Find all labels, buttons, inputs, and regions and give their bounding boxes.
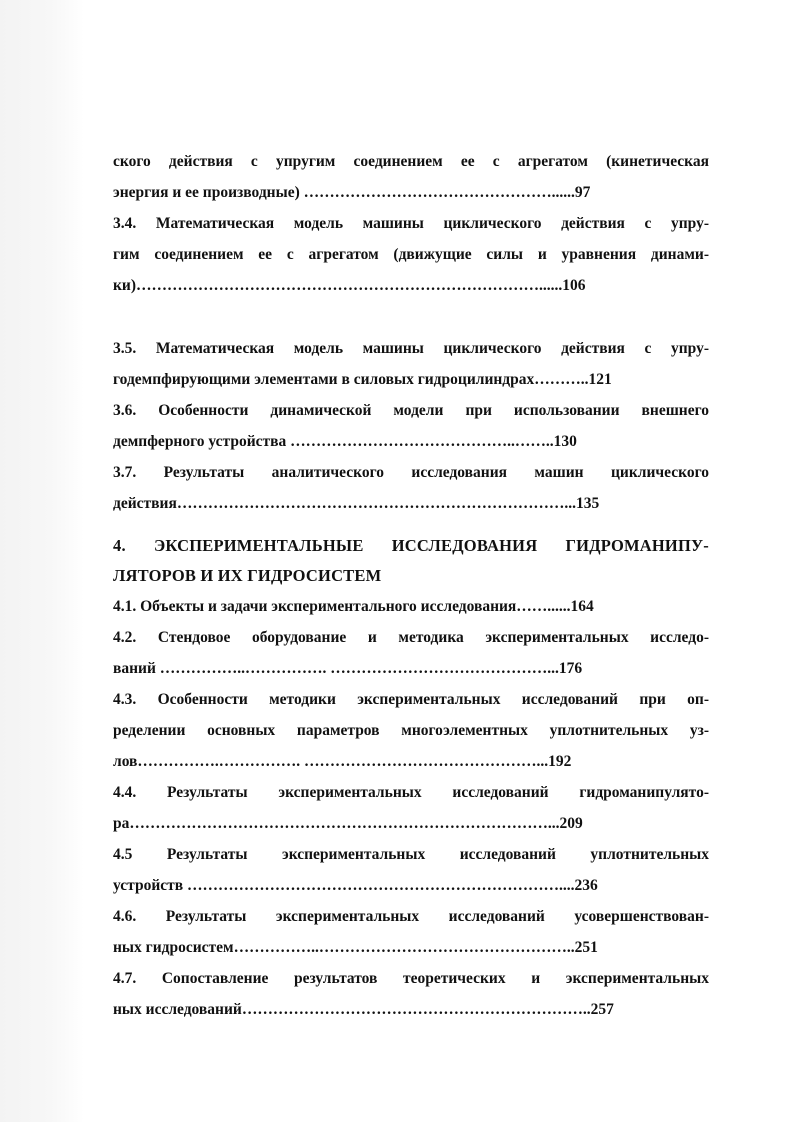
toc-group-4 [113, 591, 709, 1025]
toc-line: годемпфирующими элементами в силовых гидроцилиндрах………..121 [113, 371, 612, 388]
chapter-title-line: 4. ЭКСПЕРИМЕНТАЛЬНЫЕ ИССЛЕДОВАНИЯ ГИДРОМАНИПУ- [113, 536, 709, 555]
toc-line: ваний ……………..……………. ……………………………………...176 [113, 660, 583, 677]
spacer [113, 301, 709, 333]
toc-line: энергия и ее производные) …………………………………………......97 [113, 184, 591, 201]
table-of-contents [113, 146, 709, 1025]
toc-line: ных гидросистем……………..…………………………………………..251 [113, 939, 598, 956]
toc-line: устройств ………………………………………………………………....236 [113, 877, 598, 894]
toc-entry-4-2: 4.2. Стендовое оборудование и методика экспериментальных исследо- [113, 629, 709, 646]
toc-entry-4-1: 4.1. Объекты и задачи экспериментального исследования……......164 [113, 598, 594, 615]
toc-line: ных исследований…………………………………………………………..257 [113, 1001, 614, 1018]
toc-line: ра………………………………………………………………………...209 [113, 815, 583, 832]
toc-line: гим соединением ее с агрегатом (движущие силы и уравнения динами- [113, 246, 709, 263]
toc-line: ского действия с упругим соединением ее с агрегатом (кинетическая [113, 153, 709, 170]
toc-line: ки)……………………………………………………………………......106 [113, 277, 586, 294]
toc-entry-3-4: 3.4. Математическая модель машины циклического действия с упру- [113, 215, 709, 232]
toc-entry-3-7: 3.7. Результаты аналитического исследования машин циклического [113, 464, 709, 481]
spacer [113, 519, 709, 531]
toc-line: демпферного устройства ……………………………………..……..130 [113, 433, 577, 450]
toc-line: ределении основных параметров многоэлементных уплотнительных уз- [113, 722, 709, 739]
toc-line: действия…………………………………………………………………...135 [113, 495, 600, 512]
toc-line: лов…………….……………. ………………………………………...192 [113, 753, 572, 770]
chapter-title-line: ЛЯТОРОВ И ИХ ГИДРОСИСТЕМ [113, 566, 382, 585]
toc-entry-3-5: 3.5. Математическая модель машины циклического действия с упру- [113, 340, 709, 357]
toc-entry-4-4: 4.4. Результаты экспериментальных исследований гидроманипулято- [113, 784, 709, 801]
toc-entry-4-3: 4.3. Особенности методики экспериментальных исследований при оп- [113, 691, 709, 708]
toc-entry-4-7: 4.7. Сопоставление результатов теоретических и экспериментальных [113, 970, 709, 987]
toc-entry-4-5: 4.5 Результаты экспериментальных исследований уплотнительных [113, 846, 709, 863]
toc-group-3-3-continued [113, 146, 709, 301]
scan-shadow-edge [0, 0, 84, 1122]
toc-entry-4-6: 4.6. Результаты экспериментальных исследований усовершенствован- [113, 908, 709, 925]
chapter-4-title [113, 531, 709, 591]
toc-group-3-5-to-3-7 [113, 333, 709, 519]
toc-entry-3-6: 3.6. Особенности динамической модели при использовании внешнего [113, 402, 709, 419]
